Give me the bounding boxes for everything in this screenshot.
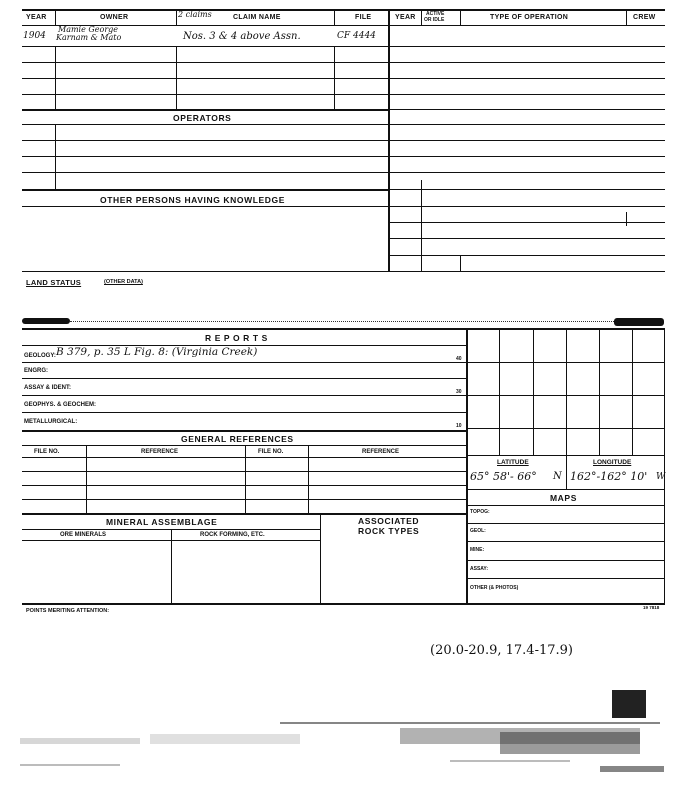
type-of-operation-header: TYPE OF OPERATION: [490, 14, 569, 21]
col-sep: [626, 9, 627, 25]
row-rule: [466, 541, 665, 542]
row-rule: [390, 172, 665, 173]
row-rule: [466, 523, 665, 524]
row-rule: [466, 505, 665, 506]
grid-line: [466, 428, 665, 429]
row-rule: [390, 222, 665, 223]
entry-file: CF 4444: [337, 31, 376, 41]
points-meriting-attention: POINTS MERITING ATTENTION:: [26, 608, 110, 614]
margin-40: 40: [456, 356, 462, 362]
col-sep: [626, 212, 627, 226]
col-sep: [55, 124, 56, 189]
entry-year: 1904: [23, 31, 46, 41]
col-sep: [55, 46, 56, 109]
active-header-line1: ACTIVE: [426, 11, 445, 17]
top-section-bottom-rule: [22, 271, 665, 272]
maps-assay: ASSAY:: [470, 566, 489, 572]
col-sep: [171, 529, 172, 603]
rock-forming-header: ROCK FORMING, ETC.: [200, 532, 265, 538]
longitude-suffix: W: [656, 472, 666, 482]
section-rule: [22, 430, 466, 432]
row-rule: [390, 46, 665, 47]
header-top-rule: [22, 9, 665, 11]
row-rule: [390, 206, 665, 207]
row-rule: [22, 362, 466, 363]
band-right: [614, 318, 664, 326]
geophys-label: GEOPHYS. & GEOCHEM:: [24, 402, 97, 408]
reports-title: R E P O R T S: [205, 333, 268, 343]
engrg-label: ENGRG:: [24, 368, 48, 374]
row-rule: [22, 378, 466, 379]
grid-line: [499, 330, 500, 455]
col-sep: [421, 9, 422, 25]
grid-line: [599, 330, 600, 455]
owner-header: OWNER: [100, 14, 129, 21]
col-sep: [55, 9, 56, 25]
row-rule: [466, 578, 665, 579]
maps-geol: GEOL:: [470, 528, 486, 534]
section-rule: [22, 189, 388, 191]
band-left: [22, 318, 70, 324]
col-sep: [308, 445, 309, 513]
row-rule: [390, 94, 665, 95]
reference-header-1: REFERENCE: [141, 449, 179, 455]
land-status-title: LAND STATUS: [26, 278, 82, 287]
row-rule: [22, 499, 466, 500]
maps-topog: TOPOG:: [470, 509, 490, 515]
row-rule: [22, 471, 466, 472]
col-sep: [421, 180, 422, 271]
header-bottom-rule: [22, 25, 665, 26]
right-border: [664, 328, 665, 603]
row-rule: [390, 124, 665, 125]
col-sep: [176, 46, 177, 109]
year-header: YEAR: [26, 14, 47, 21]
maps-other: OTHER (& PHOTOS): [470, 585, 519, 591]
maps-mine: MINE:: [470, 547, 485, 553]
col-sep: [460, 9, 461, 25]
col-sep: [86, 445, 87, 513]
grid-line: [632, 330, 633, 455]
reference-header-2: REFERENCE: [362, 449, 400, 455]
row-rule: [22, 124, 388, 125]
row-rule: [22, 172, 388, 173]
col-sep: [460, 255, 461, 271]
operators-title: OPERATORS: [173, 113, 232, 123]
section-rule: [22, 328, 665, 330]
col-sep: [334, 46, 335, 109]
col-sep: [320, 513, 321, 603]
latitude-value: 65° 58'- 66°: [470, 470, 537, 483]
row-rule: [22, 412, 466, 413]
geology-label: GEOLOGY:: [24, 353, 56, 359]
file-header: FILE: [355, 14, 372, 21]
entry-owner-line2: Karnam & Mato: [56, 33, 122, 42]
associated-rock-types-line1: ASSOCIATED: [358, 516, 420, 526]
row-rule: [22, 445, 466, 446]
section-rule: [22, 513, 466, 515]
metallurgical-label: METALLURGICAL:: [24, 419, 78, 425]
row-rule: [390, 140, 665, 141]
grid-line: [566, 330, 567, 455]
row-rule: [466, 489, 665, 490]
row-rule: [22, 156, 388, 157]
row-rule: [390, 238, 665, 239]
row-rule: [390, 255, 665, 256]
grid-line: [466, 362, 665, 363]
row-rule: [22, 206, 388, 207]
latitude-label: LATITUDE: [497, 459, 529, 466]
col-sep: [334, 9, 335, 25]
land-status-subtitle: (OTHER DATA): [104, 279, 143, 285]
row-rule: [22, 140, 388, 141]
row-rule: [466, 560, 665, 561]
active-header-line2: OR IDLE: [424, 17, 445, 23]
row-rule: [390, 62, 665, 63]
entry-owner-line1: Mamie George: [58, 25, 119, 34]
col-sep: [176, 9, 177, 25]
longitude-label: LONGITUDE: [593, 459, 632, 466]
quad-note: (20.0-20.9, 17.4-17.9): [430, 643, 573, 658]
form-number: 19 7818: [643, 605, 660, 610]
col-sep: [245, 445, 246, 513]
ore-minerals-header: ORE MINERALS: [60, 532, 107, 538]
mineral-assemblage-title: MINERAL ASSEMBLAGE: [106, 517, 218, 527]
row-rule: [22, 485, 466, 486]
geology-value: B 379, p. 35 L Fig. 8: (Virginia Creek): [56, 346, 258, 358]
assay-label: ASSAY & IDENT:: [24, 385, 72, 391]
longitude-value: 162°-162° 10': [570, 470, 648, 483]
margin-10: 10: [456, 423, 462, 429]
row-rule: [390, 189, 665, 190]
entry-claim-name: Nos. 3 & 4 above Assn.: [183, 31, 301, 42]
claim-name-header: CLAIM NAME: [233, 14, 281, 21]
associated-rock-types-line2: ROCK TYPES: [358, 526, 420, 536]
lat-long-divider: [566, 456, 567, 489]
band-dotted-rule: [70, 321, 614, 322]
other-persons-title: OTHER PERSONS HAVING KNOWLEDGE: [100, 195, 286, 205]
section-rule: [22, 109, 388, 111]
row-rule: [22, 395, 466, 396]
grid-line: [533, 330, 534, 455]
general-references-title: GENERAL REFERENCES: [181, 434, 294, 444]
maps-title: MAPS: [550, 493, 577, 503]
file-no-header-1: FILE NO.: [34, 449, 60, 455]
crew-header: CREW: [633, 14, 656, 21]
entry-claims-note: 2 claims: [178, 10, 212, 19]
row-rule: [22, 457, 466, 458]
row-rule: [390, 78, 665, 79]
row-rule: [390, 109, 665, 110]
section-rule: [22, 603, 665, 605]
margin-30: 30: [456, 389, 462, 395]
grid-line: [466, 395, 665, 396]
latitude-suffix: N: [553, 471, 562, 482]
main-divider: [466, 328, 468, 603]
file-no-header-2: FILE NO.: [258, 449, 284, 455]
year2-header: YEAR: [395, 14, 416, 21]
row-rule: [390, 156, 665, 157]
